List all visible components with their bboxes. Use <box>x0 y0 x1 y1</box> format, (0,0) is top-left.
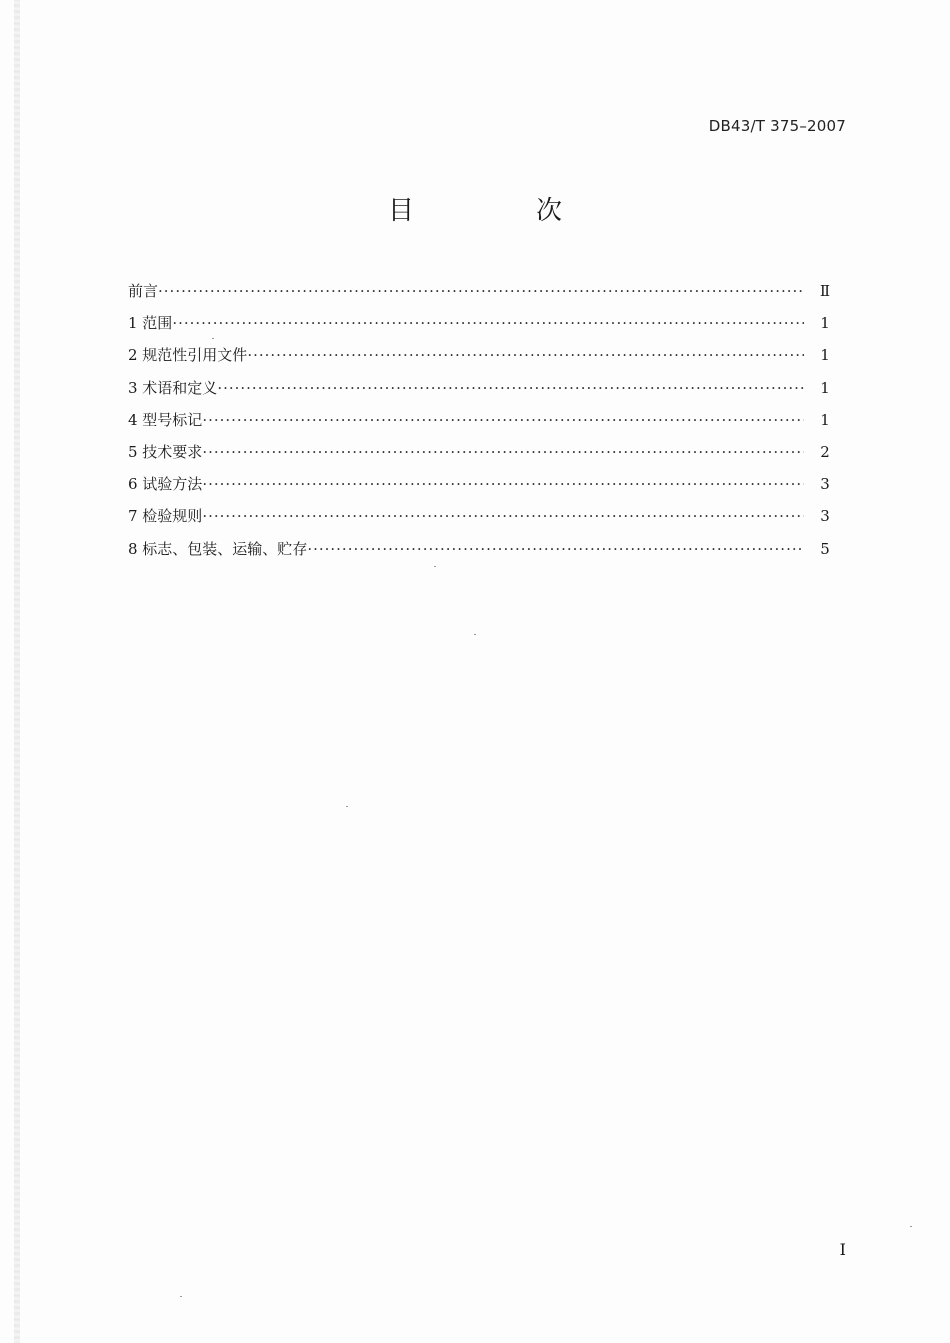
toc-entry-page: 5 <box>820 539 830 558</box>
toc-dot-leader <box>202 441 804 463</box>
toc-entry-label: 2 规范性引用文件 <box>128 346 248 365</box>
scan-speck <box>346 806 348 807</box>
toc-entry-normative-references[interactable] <box>128 344 836 376</box>
toc-entry-page: 3 <box>820 507 830 526</box>
toc-entry-marking-packing-transport-storage[interactable] <box>128 538 836 570</box>
scan-speck <box>212 338 214 339</box>
toc-dot-leader <box>307 538 804 560</box>
toc-dot-leader <box>202 409 804 431</box>
toc-dot-leader <box>202 473 804 495</box>
toc-dot-leader <box>158 280 804 302</box>
toc-entry-technical-requirements[interactable] <box>128 441 836 473</box>
scan-speck <box>434 566 436 567</box>
toc-entry-test-methods[interactable] <box>128 473 836 505</box>
toc-title: 目 次 <box>387 196 610 226</box>
toc-entry-page: Ⅱ <box>819 282 831 300</box>
toc-entry-label: 5 技术要求 <box>128 442 203 461</box>
document-code: DB43/T 375–2007 <box>708 117 846 135</box>
toc-entry-terms-definitions[interactable] <box>128 377 836 409</box>
toc-entry-label: 6 试验方法 <box>128 475 203 494</box>
toc-entry-label: 7 检验规则 <box>128 507 203 526</box>
toc-entry-page: 3 <box>820 475 830 494</box>
toc-entry-label: 前言 <box>128 282 159 300</box>
toc-entry-label: 8 标志、包装、运输、贮存 <box>128 539 308 558</box>
table-of-contents <box>128 280 836 570</box>
scan-speck <box>910 1226 912 1227</box>
toc-entry-page: 2 <box>820 442 830 461</box>
toc-entry-inspection-rules[interactable] <box>128 505 836 537</box>
toc-entry-model-marking[interactable] <box>128 409 836 441</box>
toc-entry-label: 4 型号标记 <box>128 410 203 429</box>
toc-dot-leader <box>202 505 804 527</box>
toc-dot-leader <box>172 312 804 334</box>
toc-entry-label: 1 范围 <box>128 314 173 333</box>
toc-entry-preface[interactable] <box>128 280 836 312</box>
toc-entry-page: 1 <box>820 378 830 397</box>
toc-entry-label: 3 术语和定义 <box>128 378 218 397</box>
toc-entry-page: 1 <box>820 314 830 333</box>
toc-entry-page: 1 <box>820 346 830 365</box>
toc-dot-leader <box>247 344 804 366</box>
toc-entry-page: 1 <box>820 410 830 429</box>
scan-speck <box>180 1296 182 1297</box>
toc-dot-leader <box>217 377 804 399</box>
scan-speck <box>474 634 476 635</box>
toc-entry-scope[interactable] <box>128 312 836 344</box>
page-number: I <box>839 1240 846 1259</box>
